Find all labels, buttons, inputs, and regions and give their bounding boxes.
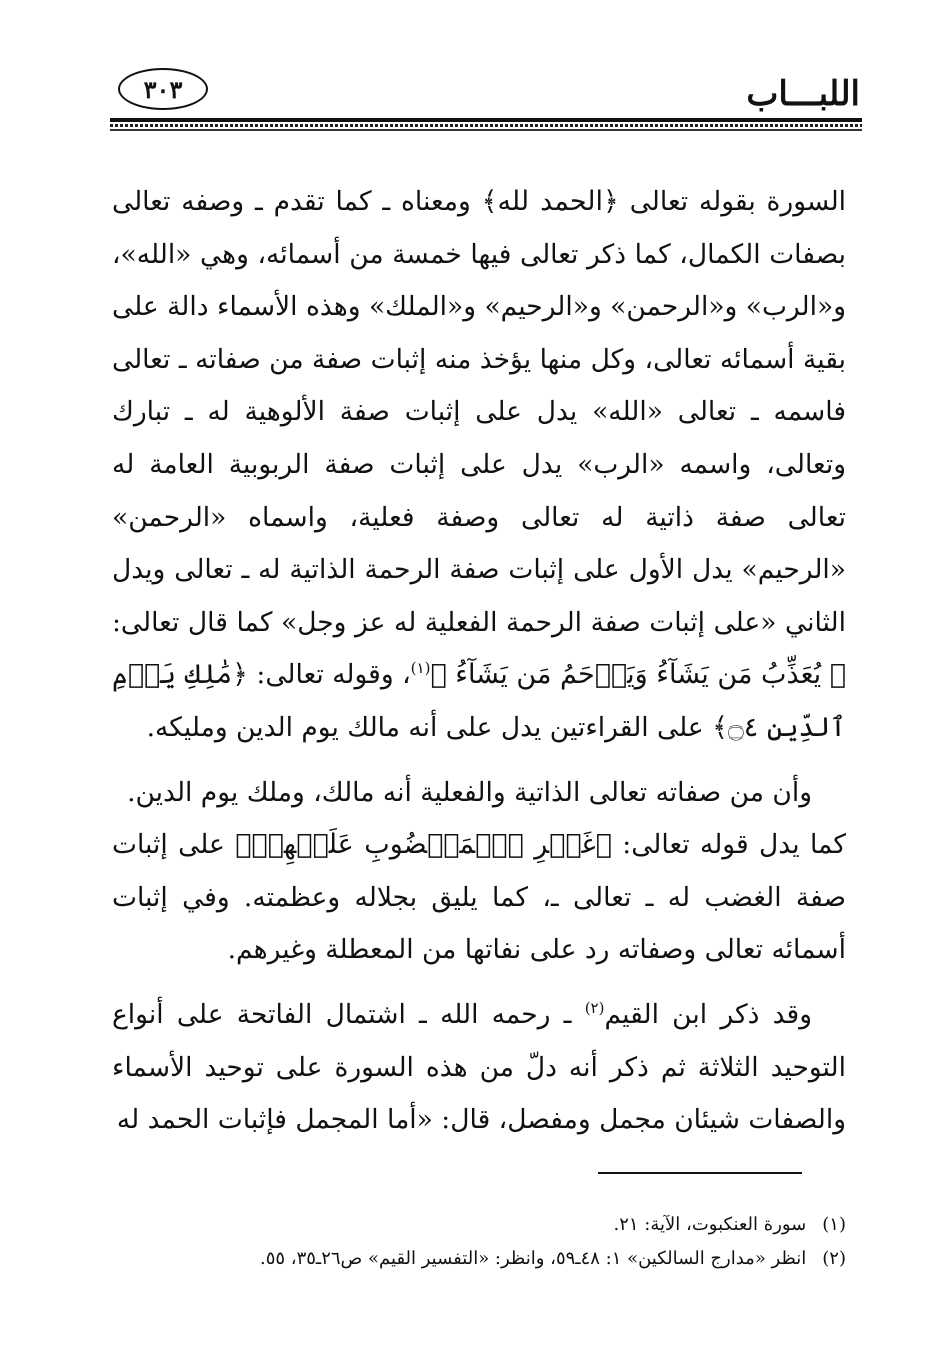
paragraph-2 — [112, 767, 846, 820]
paragraph-1 — [112, 176, 846, 755]
paragraph-4 — [112, 989, 846, 1147]
quran-verse-ghayr: ﴿غَيۡرِ ٱلۡمَغۡضُوبِ عَلَيۡهِمۡ﴾ — [235, 829, 612, 861]
book-title: اللبـــاب — [746, 74, 860, 114]
footnote-separator — [598, 1172, 802, 1174]
footnote-number: (٢) — [822, 1248, 846, 1269]
page-header — [110, 62, 862, 134]
text-run: كما يدل قوله تعالى: — [611, 829, 846, 861]
quran-verse-alhamd: ﴿الحمد لله﴾ — [481, 186, 619, 217]
header-rule-thick — [110, 118, 862, 122]
page-number: ٣٠٣ — [143, 74, 183, 104]
text-run: ومعناه ـ كما تقدم ـ وصفه تعالى بصفات الكمال، كما ذكر تعالى فيها خمسة من أسمائه، وهي «الله»، و«الرب» و«الرحمن» و«الرحيم» و«الملك» وهذه الأسماء دالة على بقية أسمائه تعالى، وكل منها يؤخذ منه إثبات صفة من صفاته ـ تعالى فاسمه ـ تعالى «الله» يدل على إثبات صفة الألوهية له ـ تبارك وتعالى، واسمه «الرب» يدل على إثبات صفة الربوبية العامة له تعالى صفة ذاتية له تعالى وصفة فعلية، واسماه «الرحمن» «الرحيم» يدل الأول على إثبات صفة الرحمة الذاتية له ـ تعالى ويدل الثاني «على إثبات صفة الرحمة الفعلية له عز وجل» كما قال تعالى: — [112, 186, 846, 638]
header-rule-dotted — [110, 124, 862, 127]
text-run: على القراءتين يدل على أنه مالك يوم الدين ومليكه. — [146, 711, 713, 743]
text-run: وأن من صفاته تعالى الذاتية والفعلية أنه مالك، وملك يوم الدين. — [127, 776, 812, 808]
paragraph-3 — [112, 819, 846, 977]
quran-verse-malik: ﴿مَٰلِكِ يَوۡمِ ٱلدِّينِ ۝٤﴾ — [112, 659, 846, 743]
footnote-1 — [112, 1208, 846, 1242]
footnote-ref-1: (١) — [410, 659, 431, 678]
footnotes — [112, 1208, 846, 1276]
footnote-ref-2: (٢) — [584, 999, 605, 1018]
text-run: السورة بقوله تعالى — [618, 186, 847, 217]
main-text — [112, 176, 846, 1147]
text-run: على إثبات صفة الغضب له ـ تعالى ـ، كما يليق بجلاله وعظمته. وفي إثبات أسمائه تعالى وصفاته رد على نفاتها من المعطلة وغيرهم. — [112, 829, 846, 966]
text-run: وقد ذكر ابن القيم — [604, 998, 812, 1030]
footnote-number: (١) — [822, 1214, 846, 1235]
page-number-oval — [118, 68, 208, 110]
text-run: ـ رحمه الله ـ اشتمال الفاتحة على أنواع التوحيد الثلاثة ثم ذكر أنه دلّ من هذه السورة على توحيد الأسماء والصفات شيئان مجمل ومفصل، قال: «أما المجمل فإثبات الحمد له — [112, 998, 846, 1136]
footnote-2 — [112, 1242, 846, 1276]
footnote-text: انظر «مدارج السالكين» ١: ٤٨ـ٥٩، وانظر: «التفسير القيم» ص٢٦ـ٣٥، ٥٥. — [259, 1248, 807, 1269]
footnote-text: سورة العنكبوت، الآية: ٢١. — [613, 1214, 807, 1235]
text-run: ، وقوله تعالى: — [247, 659, 411, 691]
quran-verse-yuadhdhib: ﴿ يُعَذِّبُ مَن يَشَآءُ وَيَرۡحَمُ مَن يَشَآءُ ﴾ — [430, 659, 846, 691]
header-rule-thin — [110, 129, 862, 131]
